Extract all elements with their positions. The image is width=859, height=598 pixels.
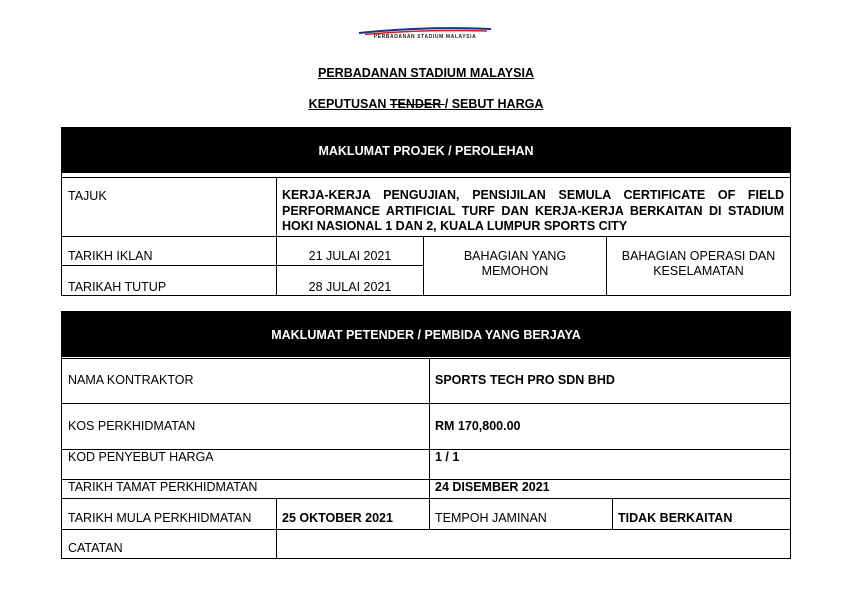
doc-title-struck: TENDER	[389, 97, 445, 111]
project-info-table	[61, 127, 791, 296]
org-title: PERBADANAN STADIUM MALAYSIA	[318, 66, 534, 80]
tarikh-tamat-value: 24 DISEMBER 2021	[435, 480, 550, 494]
kos-value: RM 170,800.00	[435, 419, 521, 433]
bahagian-label-line1: BAHAGIAN YANG	[463, 249, 567, 263]
doc-title-prefix: KEPUTUSAN	[308, 97, 390, 111]
winner-info-table	[61, 311, 791, 559]
kod-value: 1 / 1	[435, 450, 460, 464]
psm-logo	[355, 24, 495, 44]
kos-label: KOS PERKHIDMATAN	[68, 419, 196, 433]
nama-kontraktor-label: NAMA KONTRAKTOR	[68, 373, 194, 387]
row-divider	[62, 236, 790, 237]
tarikh-tamat-label: TARIKH TAMAT PERKHIDMATAN	[68, 480, 258, 494]
tarikh-iklan-value: 21 JULAI 2021	[308, 249, 392, 263]
bahagian-value-line1: BAHAGIAN OPERASI DAN	[621, 249, 776, 263]
tarikh-mula-value: 25 OKTOBER 2021	[282, 511, 393, 525]
tajuk-label: TAJUK	[68, 189, 107, 203]
nama-kontraktor-value: SPORTS TECH PRO SDN BHD	[435, 373, 615, 387]
row-divider	[62, 265, 423, 266]
tempoh-jaminan-label: TEMPOH JAMINAN	[435, 511, 547, 525]
tarikh-tutup-label: TARIKAH TUTUP	[68, 280, 167, 294]
kod-label: KOD PENYEBUT HARGA	[68, 450, 214, 464]
tarikh-iklan-label: TARIKH IKLAN	[68, 249, 153, 263]
tarikh-mula-label: TARIKH MULA PERKHIDMATAN	[68, 511, 252, 525]
doc-title-suffix: / SEBUT HARGA	[444, 97, 544, 111]
col-divider	[276, 498, 277, 558]
tarikh-tutup-value: 28 JULAI 2021	[308, 280, 392, 294]
row-divider	[62, 358, 790, 359]
winner-section-title: MAKLUMAT PETENDER / PEMBIDA YANG BERJAYA	[62, 312, 790, 357]
col-divider	[429, 358, 430, 529]
catatan-label: CATATAN	[68, 541, 123, 555]
tajuk-value: KERJA-KERJA PENGUJIAN, PENSIJILAN SEMULA CERTIFICATE OF FIELD PERFORMANCE ARTIFICIAL TURF DAN KERJA-KERJA BERKAITAN DI STADIUM HOKI NASIONAL 1 DAN 2, KUALA LUMPUR SPORTS CITY	[282, 188, 784, 233]
tempoh-jaminan-value: TIDAK BERKAITAN	[618, 511, 733, 525]
row-divider	[62, 498, 790, 499]
bahagian-label-line2: MEMOHON	[481, 264, 549, 278]
project-section-title: MAKLUMAT PROJEK / PEROLEHAN	[62, 128, 790, 173]
doc-title	[0, 97, 852, 111]
row-divider	[62, 529, 790, 530]
bahagian-value-line2: KESELAMATAN	[653, 264, 744, 278]
row-divider	[62, 403, 790, 404]
col-divider	[612, 498, 613, 529]
logo-text: PERBADANAN STADIUM MALAYSIA	[373, 34, 477, 40]
col-divider	[276, 177, 277, 295]
row-divider	[62, 177, 790, 178]
